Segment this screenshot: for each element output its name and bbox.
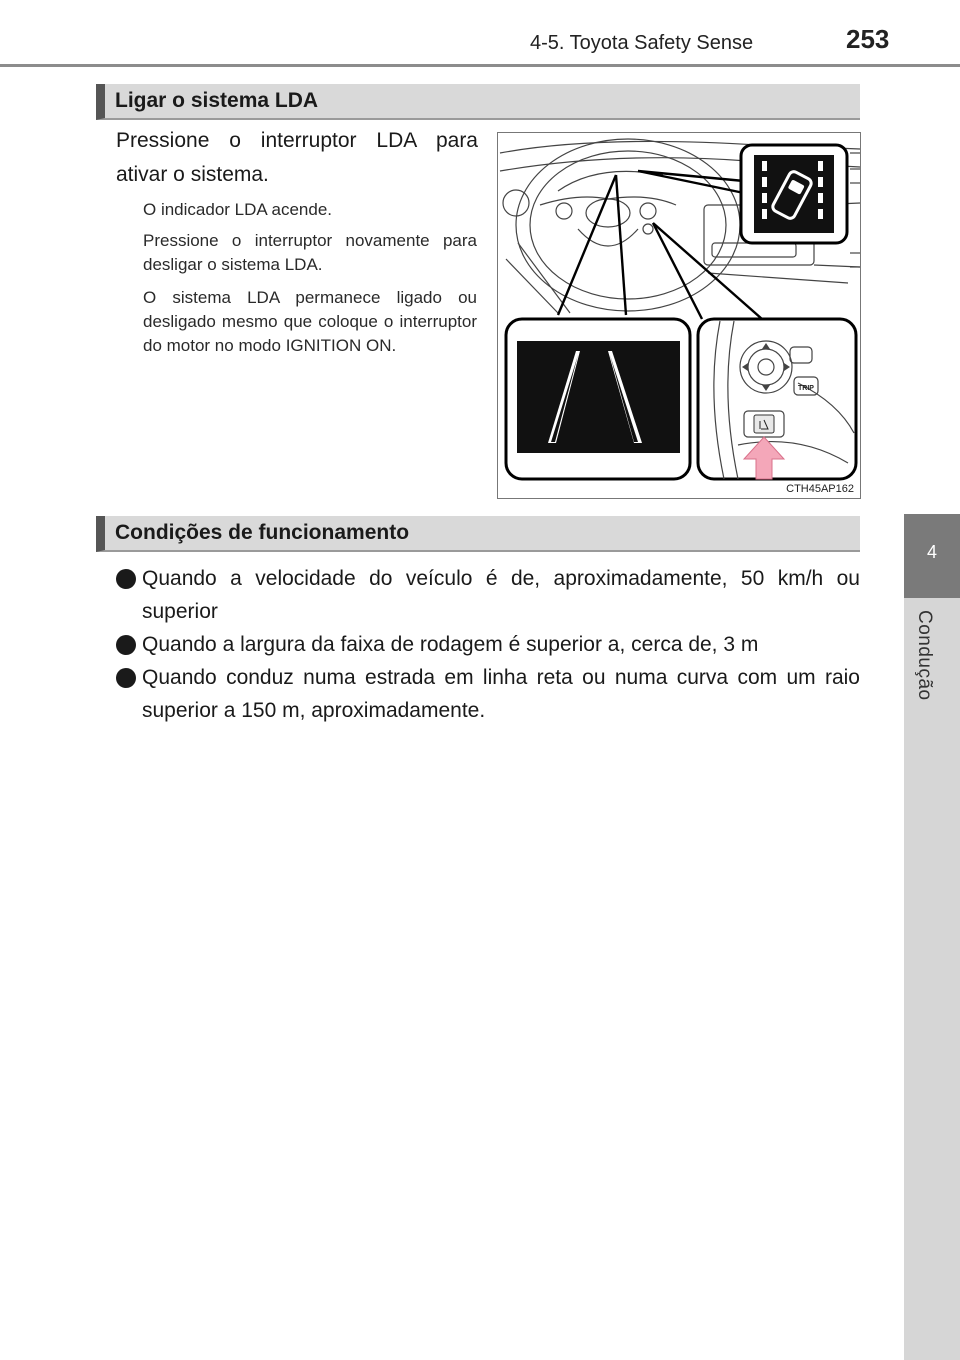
bullet-text: Quando a velocidade do veículo é de, aproximadamente, 50 km/h ou superior — [142, 567, 860, 623]
list-item — [116, 628, 860, 661]
note-indicator: O indicador LDA acende. — [143, 200, 333, 219]
header-section-title: 4-5. Toyota Safety Sense — [530, 32, 754, 54]
page-number: 253 — [846, 24, 890, 54]
bullet-text: Quando conduz numa estrada em linha reta ou numa curva com um raio superior a 150 m, aproximadamente. — [142, 666, 860, 722]
bullet-icon — [116, 569, 136, 589]
section-heading-text: Ligar o sistema LDA — [115, 89, 319, 112]
lda-illustration-drawing — [498, 133, 861, 499]
section-heading-condicoes — [96, 516, 860, 552]
section-heading-text: Condições de funcionamento — [115, 521, 410, 544]
list-item — [116, 661, 860, 727]
section-heading-ligar — [96, 84, 860, 120]
note-ignition: O sistema LDA permanece ligado ou desligado mesmo que coloque o interruptor do motor no modo IGNITION ON. — [143, 288, 477, 355]
bullet-text: Quando a largura da faixa de rodagem é superior a, cerca de, 3 m — [142, 633, 759, 656]
header-divider — [0, 64, 960, 67]
chapter-tab — [904, 514, 960, 598]
chapter-number: 4 — [926, 542, 937, 562]
bullet-icon — [116, 635, 136, 655]
lda-illustration — [497, 132, 861, 499]
intro-paragraph: Pressione o interruptor LDA para ativar o sistema. — [116, 129, 478, 186]
note-press-again: Pressione o interruptor novamente para desligar o sistema LDA. — [143, 231, 477, 274]
bullet-icon — [116, 668, 136, 688]
trip-button-label: TRIP — [798, 385, 814, 392]
figure-code: CTH45AP162 — [786, 483, 854, 495]
chapter-label: Condução — [914, 610, 935, 701]
chapter-strip — [904, 598, 960, 1360]
list-item — [116, 562, 860, 628]
